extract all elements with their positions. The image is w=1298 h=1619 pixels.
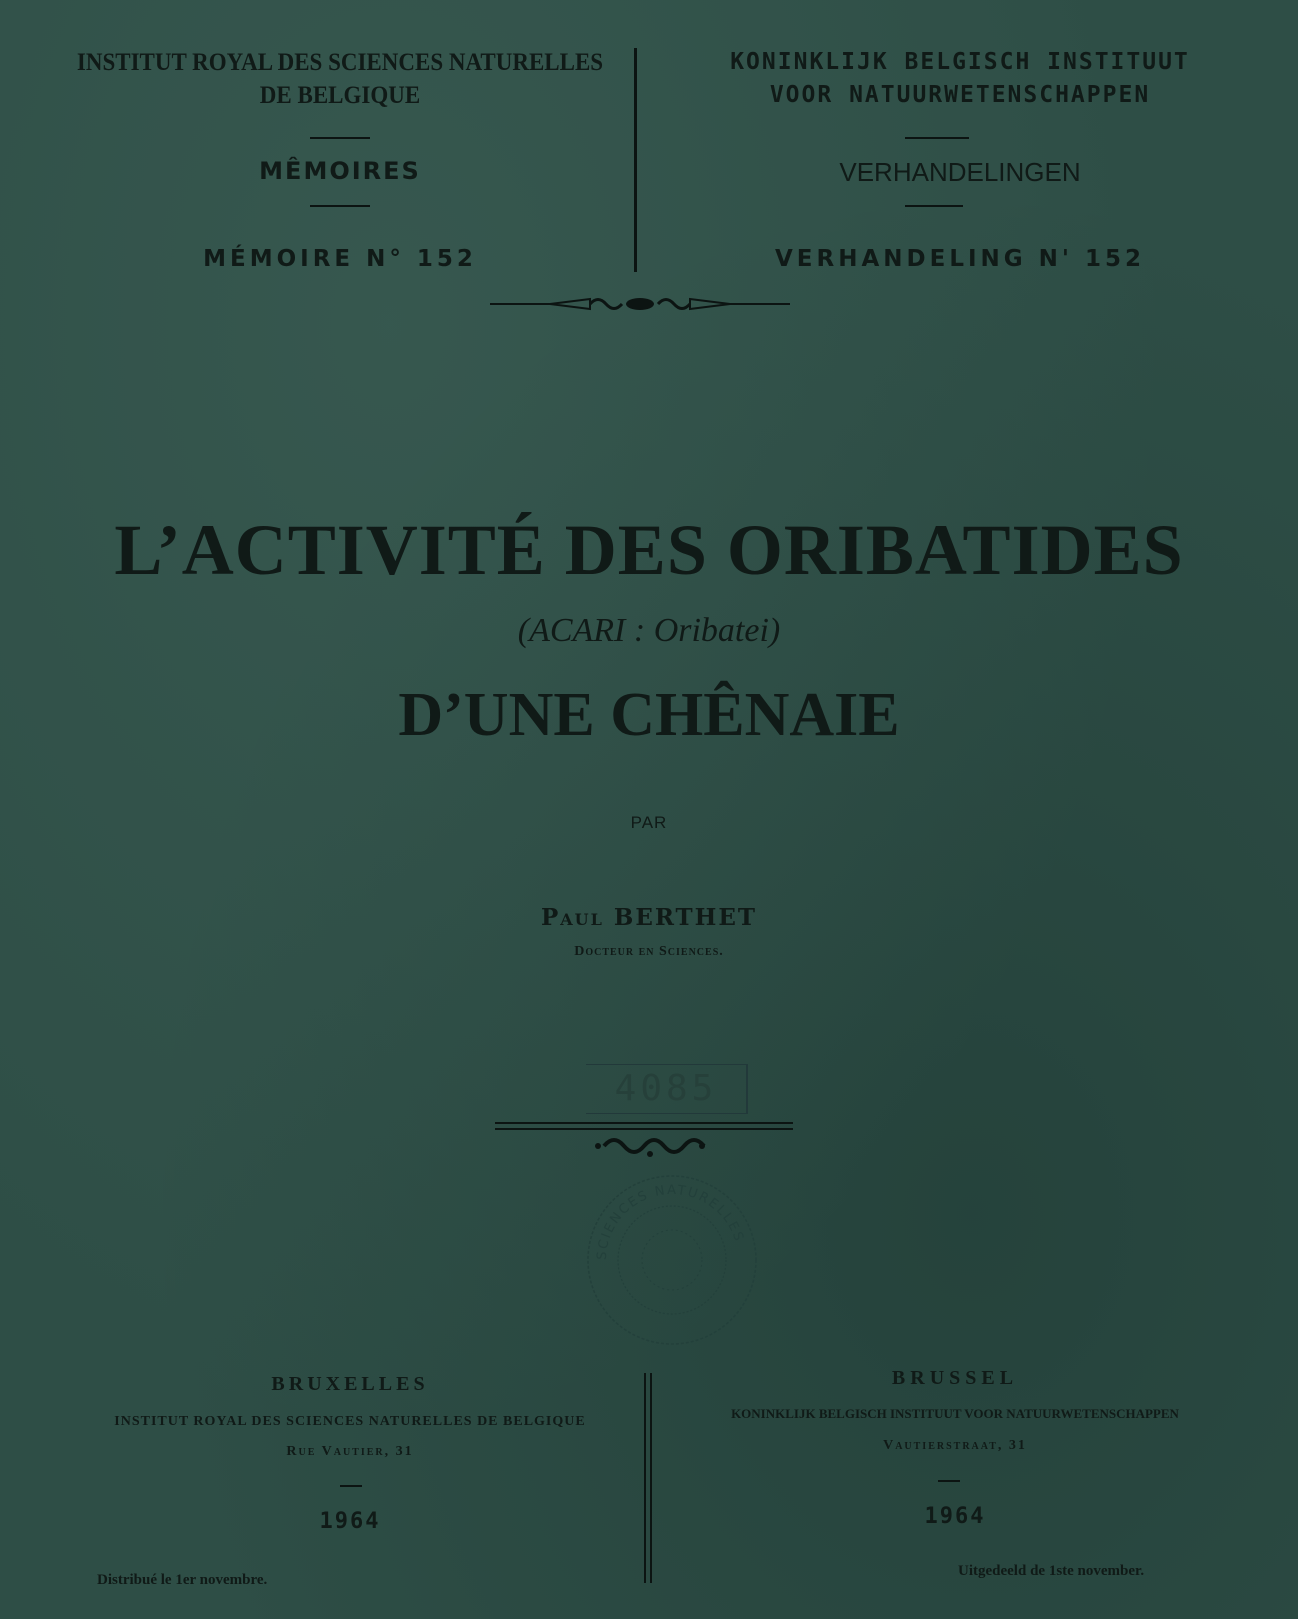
footer-right-year: 1964: [924, 1504, 986, 1529]
footer-center-rule-a: [644, 1373, 646, 1583]
inventory-stamp-number: 4085: [614, 1068, 718, 1109]
byline-par: PAR: [630, 813, 668, 832]
footer-left-street: Rue Vautier, 31: [286, 1444, 414, 1459]
footer-right-distribution: Uitgedeeld de 1ste november.: [958, 1563, 1145, 1579]
title-line1: L’ACTIVITÉ DES ORIBATIDES: [114, 510, 1184, 590]
footer-left-year: 1964: [319, 1509, 381, 1534]
header-right-series: VERHANDELINGEN: [839, 157, 1081, 187]
title-subtitle: (ACARI : Oribatei): [517, 612, 781, 649]
header-left-divider-2: [310, 205, 370, 207]
library-seal-icon: [584, 1172, 760, 1348]
double-rule-bottom: [495, 1128, 793, 1130]
double-rule-top: [495, 1122, 793, 1124]
header-left-institute-line1: INSTITUT ROYAL DES SCIENCES NATURELLES: [76, 49, 604, 76]
header-center-rule: [634, 48, 637, 272]
header-ornament-icon: [490, 292, 790, 316]
header-left-number: MÉMOIRE N° 152: [203, 246, 477, 272]
header-left-divider-1: [310, 137, 370, 139]
footer-right-dash: [938, 1480, 960, 1482]
header-right-institute-line2: VOOR NATUURWETENSCHAPPEN: [769, 82, 1151, 108]
title-line2: D’UNE CHÊNAIE: [398, 681, 900, 749]
header-left-series: MÊMOIRES: [259, 157, 421, 185]
byline-author: Paul BERTHET: [540, 904, 758, 931]
footer-right-publisher: KONINKLIJK BELGISCH INSTITUUT VOOR NATUURWETENSCHAPPEN: [731, 1406, 1179, 1421]
footer-left-publisher: INSTITUT ROYAL DES SCIENCES NATURELLES DE BELGIQUE: [114, 1414, 586, 1429]
footer-right-street: Vautierstraat, 31: [883, 1438, 1027, 1453]
footer-left-dash: [340, 1485, 362, 1487]
header-right-number: VERHANDELING N' 152: [775, 246, 1145, 272]
byline-degree: Docteur en Sciences.: [574, 944, 724, 959]
header-right-divider-2: [905, 205, 963, 207]
header-right-institute-line1: KONINKLIJK BELGISCH INSTITUUT: [730, 49, 1190, 75]
small-ornament-icon: [590, 1134, 710, 1160]
header-right-divider-1: [905, 137, 969, 139]
footer-right-city: BRUSSEL: [891, 1367, 1019, 1389]
footer-left-city: BRUXELLES: [271, 1373, 429, 1395]
footer-center-rule-b: [650, 1373, 652, 1583]
library-seal-text: SCIENCES NATURELLES: [594, 1182, 747, 1261]
header-left-institute-line2: DE BELGIQUE: [259, 82, 421, 109]
footer-left-distribution: Distribué le 1er novembre.: [97, 1572, 268, 1588]
